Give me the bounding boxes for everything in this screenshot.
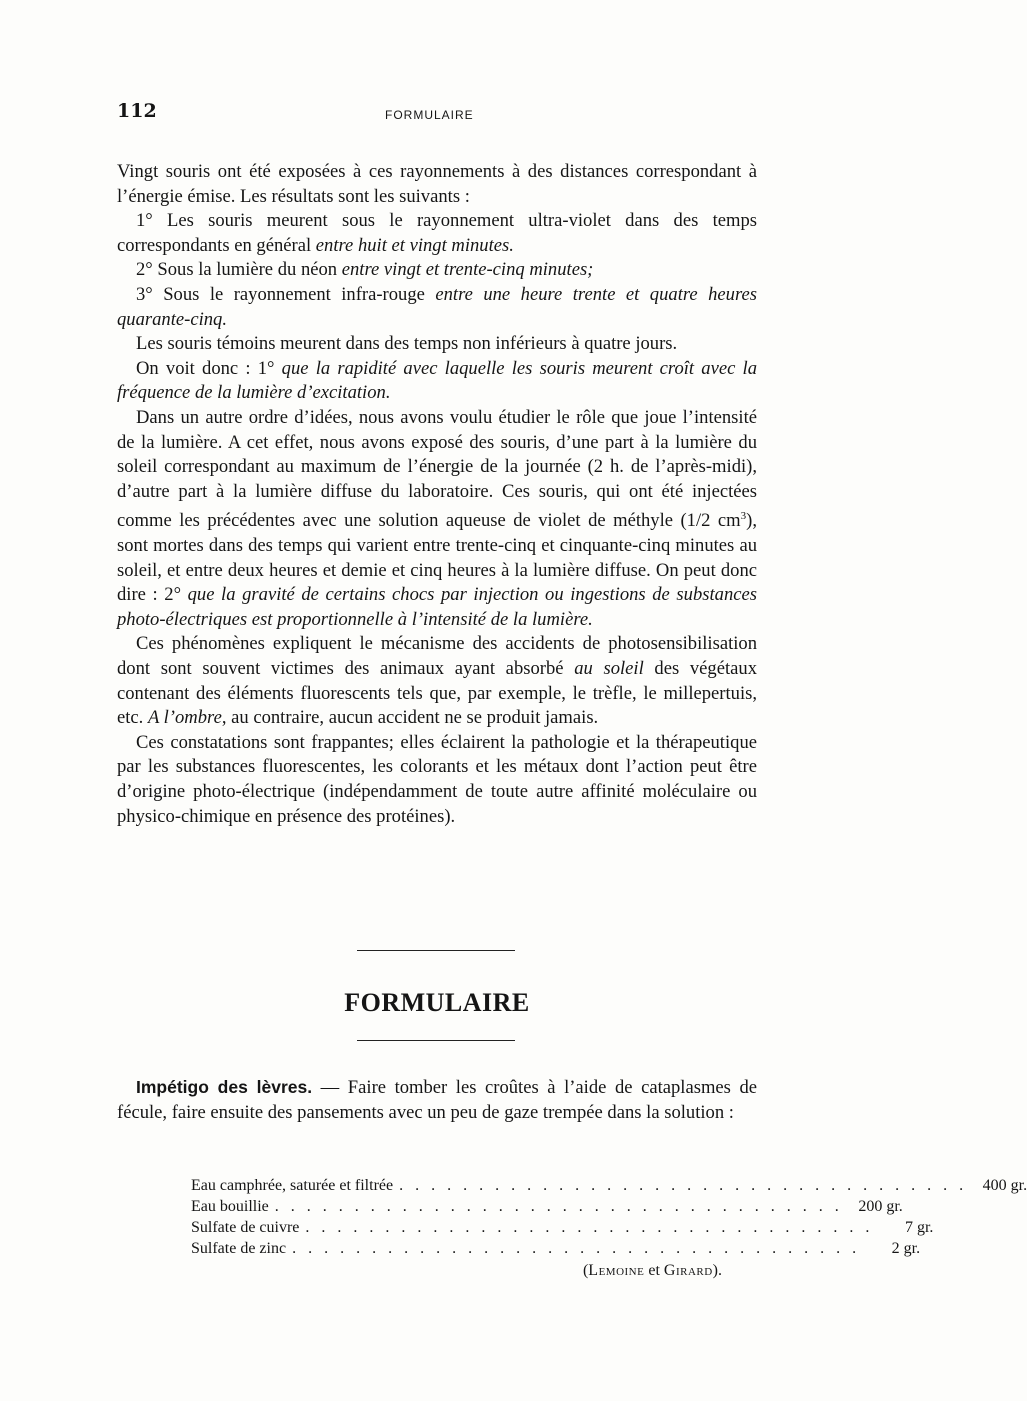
article-body bbox=[117, 160, 757, 829]
ingredient-quantity: 7 gr. bbox=[904, 1219, 934, 1236]
recipe-intro bbox=[117, 1075, 757, 1125]
section-divider-bottom bbox=[357, 1040, 515, 1041]
attribution-punct: ( bbox=[582, 1262, 589, 1279]
running-title: FORMULAIRE bbox=[385, 108, 474, 122]
author-name: Lemoine bbox=[588, 1262, 645, 1279]
paragraph-text: Ces constatations sont frappantes; elles éclairent la pathologie et la thérapeutique par les substances fluorescentes, les colorants et les métaux dont l’action peut être d’origine photo-électrique (indépendamment de toute autre affinité moléculaire ou physico-chimique en présence des protéines). bbox=[117, 731, 757, 827]
recipe-text: — Faire tomber les croûtes à l’aide de cataplasmes de fécule, faire ensuite des pansements avec un peu de gaze trempée dans la solution : bbox=[117, 1077, 757, 1123]
italic-text: que la rapidité avec laquelle les souris meurent croît avec la fréquence de la lumière d’excitation. bbox=[117, 357, 757, 404]
paragraph-text: Ces phénomènes expliquent le mécanisme des accidents de photosensibilisation dont sont souvent victimes des animaux ayant absorbé bbox=[117, 633, 757, 680]
paragraph bbox=[117, 209, 757, 258]
paragraph bbox=[117, 258, 757, 283]
dot-leader: . . . . . . . . . . . . . . . . . . . . . . . . . . . . . . . . . . . . bbox=[305, 1219, 874, 1236]
recipe-heading: Impétigo des lèvres. bbox=[136, 1077, 313, 1097]
paragraph-text: Les souris témoins meurent dans des temps non inférieurs à quatre jours. bbox=[136, 333, 678, 355]
page-number: 112 bbox=[117, 100, 157, 122]
paragraph bbox=[117, 332, 757, 357]
paragraph-text: ), sont mortes dans des temps qui varient entre trente-cinq et cinquante-cinq minutes au soleil, et entre deux heures et demie et cinq heures à la lumière diffuse. On peut donc dire : 2° bbox=[117, 510, 757, 606]
ingredient-quantity: 2 gr. bbox=[891, 1240, 921, 1257]
italic-text: A l’ombre bbox=[147, 707, 222, 729]
attribution-punct: ). bbox=[712, 1262, 722, 1279]
italic-text: entre vingt et trente-cinq minutes; bbox=[341, 259, 594, 281]
dot-leader: . . . . . . . . . . . . . . . . . . . . . . . . . . . . . . . . . . . . bbox=[292, 1240, 861, 1257]
paragraph-text: Vingt souris ont été exposées à ces rayonnements à des distances correspondant à l’énergie émise. Les résultats sont les suivants : bbox=[117, 161, 757, 207]
section-divider-top bbox=[357, 950, 515, 951]
paragraph bbox=[117, 406, 757, 633]
paragraph bbox=[117, 283, 757, 332]
running-head bbox=[117, 100, 720, 128]
superscript: 3 bbox=[740, 510, 747, 523]
paragraph bbox=[117, 357, 757, 406]
italic-text: que la gravité de certains chocs par injection ou ingestions de substances photo-électriques est proportionnelle à l’intensité de la lumière. bbox=[117, 584, 757, 630]
ingredient-quantity: 200 gr. bbox=[858, 1198, 903, 1215]
paragraph-text: 2° Sous la lumière du néon bbox=[136, 259, 342, 281]
formula-row bbox=[191, 1238, 921, 1259]
attribution-conjunction: et bbox=[644, 1262, 664, 1279]
section-title: FORMULAIRE bbox=[344, 988, 530, 1017]
formula-list bbox=[191, 1175, 1027, 1259]
paragraph-text: Dans un autre ordre d’idées, nous avons voulu étudier le rôle que joue l’intensité de la lumière. A cet effet, nous avons exposé des souris, d’une part à la lumière du soleil correspondant au maximum de l’énergie de la journée (2 h. de l’après-midi), d’autre part à la lumière diffuse du laboratoire. Ces souris, qui ont été injectées comme les précédentes avec une solution aqueuse de violet de méthyle (1/2 cm bbox=[117, 406, 757, 532]
italic-text: entre huit et vingt minutes. bbox=[315, 234, 514, 256]
ingredient-name: Sulfate de zinc bbox=[191, 1240, 287, 1257]
paragraph-text: , au contraire, aucun accident ne se produit jamais. bbox=[221, 707, 599, 729]
formula-row bbox=[191, 1175, 1027, 1196]
paragraph bbox=[117, 632, 757, 730]
author-name: Girard bbox=[663, 1262, 713, 1279]
dot-leader: . . . . . . . . . . . . . . . . . . . . . . . . . . . . . . . . . . . . bbox=[274, 1198, 843, 1215]
ingredient-name: Eau bouillie bbox=[191, 1198, 269, 1215]
paragraph-text: On voit donc : 1° bbox=[136, 357, 282, 379]
paragraph bbox=[117, 731, 757, 829]
italic-text: au soleil bbox=[574, 658, 644, 680]
paragraph-text: 1° Les souris meurent sous le rayonnement ultra-violet dans des temps correspondants en général bbox=[117, 210, 757, 256]
formula-row bbox=[191, 1217, 934, 1238]
ingredient-name: Sulfate de cuivre bbox=[191, 1219, 300, 1236]
ingredient-name: Eau camphrée, saturée et filtrée bbox=[191, 1177, 394, 1194]
ingredient-quantity: 400 gr. bbox=[982, 1177, 1027, 1194]
paragraph-text: 3° Sous le rayonnement infra-rouge bbox=[136, 283, 436, 305]
paragraph bbox=[117, 160, 757, 209]
paragraph-text: des végétaux contenant des éléments fluorescents tels que, par exemple, le trèfle, le millepertuis, etc. bbox=[117, 658, 757, 729]
italic-text: entre une heure trente et quatre heures quarante-cinq. bbox=[117, 283, 757, 330]
formula-row bbox=[191, 1196, 903, 1217]
dot-leader: . . . . . . . . . . . . . . . . . . . . . . . . . . . . . . . . . . . . bbox=[399, 1177, 968, 1194]
attribution bbox=[583, 1262, 722, 1280]
